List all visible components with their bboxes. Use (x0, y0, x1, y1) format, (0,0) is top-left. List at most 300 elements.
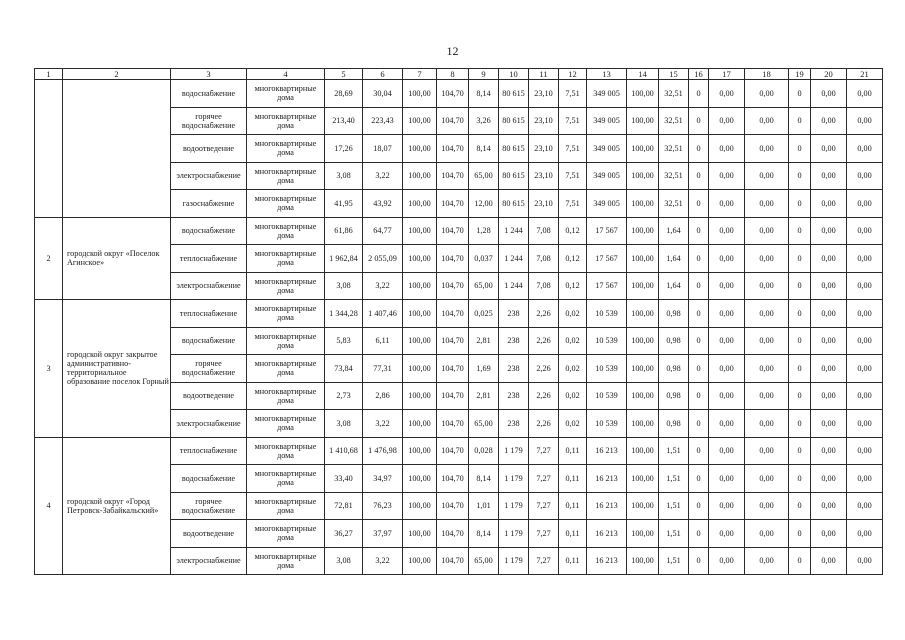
table-cell: 1 244 (499, 245, 529, 273)
table-cell: 0,00 (847, 80, 883, 108)
housing-type: многоквартирные дома (247, 410, 325, 438)
table-cell: 100,00 (627, 107, 659, 135)
table-cell: 238 (499, 300, 529, 328)
housing-type: многоквартирные дома (247, 272, 325, 300)
table-cell: 1,69 (469, 355, 499, 383)
table-cell: 0,00 (847, 382, 883, 410)
table-cell: 10 539 (587, 300, 627, 328)
table-cell: 104,70 (437, 300, 469, 328)
municipality-name: городской округ «Поселок Агинское» (63, 217, 171, 300)
table-cell: 104,70 (437, 162, 469, 190)
table-cell: 104,70 (437, 465, 469, 493)
table-cell: 104,70 (437, 80, 469, 108)
column-number: 18 (745, 69, 789, 80)
table-cell: 0,00 (709, 327, 745, 355)
table-cell: 0,00 (709, 135, 745, 163)
table-cell: 100,00 (403, 520, 437, 548)
column-number: 7 (403, 69, 437, 80)
table-cell: 100,00 (627, 80, 659, 108)
table-cell: 2,86 (363, 382, 403, 410)
service-type: электроснабжение (171, 162, 247, 190)
table-cell: 0 (789, 465, 811, 493)
table-cell: 80 615 (499, 190, 529, 218)
column-number: 21 (847, 69, 883, 80)
table-cell: 17 567 (587, 245, 627, 273)
table-cell: 0,00 (709, 272, 745, 300)
table-cell: 65,00 (469, 547, 499, 575)
table-cell: 104,70 (437, 520, 469, 548)
table-cell: 12,00 (469, 190, 499, 218)
table-cell: 100,00 (627, 327, 659, 355)
table-cell: 100,00 (403, 272, 437, 300)
housing-type: многоквартирные дома (247, 162, 325, 190)
table-cell: 0,98 (659, 382, 689, 410)
table-cell: 1 179 (499, 492, 529, 520)
municipality-name (63, 80, 171, 218)
table-cell: 100,00 (403, 355, 437, 383)
table-cell: 2,26 (529, 300, 559, 328)
service-type: водоснабжение (171, 327, 247, 355)
table-cell: 0 (689, 410, 709, 438)
table-cell: 238 (499, 410, 529, 438)
table-cell: 30,04 (363, 80, 403, 108)
housing-type: многоквартирные дома (247, 300, 325, 328)
table-cell: 2,73 (325, 382, 363, 410)
table-cell: 0 (689, 272, 709, 300)
table-cell: 32,51 (659, 190, 689, 218)
table-cell: 0 (789, 300, 811, 328)
table-cell: 0,00 (709, 492, 745, 520)
service-type: горячее водоснабжение (171, 107, 247, 135)
column-number: 15 (659, 69, 689, 80)
table-cell: 100,00 (627, 410, 659, 438)
table-cell: 0,00 (745, 382, 789, 410)
table-cell: 100,00 (627, 520, 659, 548)
table-cell: 100,00 (627, 217, 659, 245)
row-number (35, 80, 63, 218)
table-cell: 100,00 (403, 190, 437, 218)
table-cell: 104,70 (437, 437, 469, 465)
table-cell: 0 (689, 437, 709, 465)
service-type: теплоснабжение (171, 437, 247, 465)
service-type: водоснабжение (171, 465, 247, 493)
table-cell: 1,64 (659, 217, 689, 245)
table-cell: 2,81 (469, 382, 499, 410)
column-number: 2 (63, 69, 171, 80)
table-cell: 7,27 (529, 520, 559, 548)
table-cell: 41,95 (325, 190, 363, 218)
table-cell: 0 (789, 107, 811, 135)
column-number: 12 (559, 69, 587, 80)
table-cell: 0,00 (709, 190, 745, 218)
table-cell: 0 (789, 80, 811, 108)
table-cell: 32,51 (659, 135, 689, 163)
table-cell: 10 539 (587, 355, 627, 383)
table-cell: 0 (689, 162, 709, 190)
service-type: горячее водоснабжение (171, 492, 247, 520)
table-cell: 0 (789, 190, 811, 218)
table-cell: 7,27 (529, 492, 559, 520)
table-cell: 2,26 (529, 382, 559, 410)
table-cell: 100,00 (627, 437, 659, 465)
table-cell: 0,00 (745, 327, 789, 355)
table-cell: 0,02 (559, 410, 587, 438)
table-cell: 0,00 (709, 107, 745, 135)
table-cell: 0,00 (847, 437, 883, 465)
table-cell: 0,00 (709, 437, 745, 465)
table-cell: 104,70 (437, 327, 469, 355)
table-cell: 0 (789, 162, 811, 190)
table-cell: 1,64 (659, 245, 689, 273)
table-cell: 0,00 (847, 245, 883, 273)
table-cell: 100,00 (403, 382, 437, 410)
table-row (35, 300, 883, 328)
table-cell: 100,00 (403, 300, 437, 328)
table-cell: 0,00 (811, 437, 847, 465)
column-number: 3 (171, 69, 247, 80)
table-cell: 104,70 (437, 492, 469, 520)
table-cell: 0,00 (709, 355, 745, 383)
table-cell: 0,037 (469, 245, 499, 273)
table-cell: 3,08 (325, 162, 363, 190)
table-cell: 0,00 (847, 107, 883, 135)
table-cell: 1,51 (659, 520, 689, 548)
table-cell: 7,27 (529, 465, 559, 493)
table-cell: 16 213 (587, 520, 627, 548)
table-cell: 104,70 (437, 382, 469, 410)
column-number: 9 (469, 69, 499, 80)
table-cell: 100,00 (627, 355, 659, 383)
table-cell: 3,22 (363, 162, 403, 190)
table-cell: 104,70 (437, 355, 469, 383)
table-cell: 0 (789, 355, 811, 383)
table-cell: 36,27 (325, 520, 363, 548)
table-cell: 100,00 (627, 382, 659, 410)
table-cell: 7,51 (559, 80, 587, 108)
table-cell: 10 539 (587, 382, 627, 410)
table-cell: 100,00 (403, 162, 437, 190)
table-cell: 17,26 (325, 135, 363, 163)
table-cell: 76,23 (363, 492, 403, 520)
table-cell: 104,70 (437, 410, 469, 438)
table-cell: 0,00 (709, 162, 745, 190)
table-cell: 104,70 (437, 190, 469, 218)
table-cell: 72,81 (325, 492, 363, 520)
table-cell: 0,00 (847, 162, 883, 190)
table-cell: 0 (789, 547, 811, 575)
table-cell: 0,11 (559, 437, 587, 465)
table-cell: 0 (689, 107, 709, 135)
table-cell: 100,00 (403, 492, 437, 520)
table-cell: 0,00 (847, 327, 883, 355)
table-cell: 100,00 (403, 217, 437, 245)
table-cell: 0,00 (745, 547, 789, 575)
table-cell: 2,81 (469, 327, 499, 355)
table-cell: 223,43 (363, 107, 403, 135)
table-cell: 100,00 (403, 465, 437, 493)
table-cell: 0,11 (559, 520, 587, 548)
table-cell: 0,00 (811, 327, 847, 355)
table-cell: 0,00 (745, 217, 789, 245)
table-cell: 3,26 (469, 107, 499, 135)
table-cell: 0,00 (811, 382, 847, 410)
table-cell: 23,10 (529, 190, 559, 218)
table-cell: 0,00 (745, 465, 789, 493)
table-cell: 0 (689, 547, 709, 575)
table-cell: 104,70 (437, 217, 469, 245)
table-cell: 0,00 (709, 217, 745, 245)
table-cell: 0,00 (847, 355, 883, 383)
table-cell: 0,12 (559, 272, 587, 300)
table-cell: 1 344,28 (325, 300, 363, 328)
table-cell: 0,00 (709, 410, 745, 438)
table-cell: 0,00 (811, 162, 847, 190)
table-cell: 0 (689, 492, 709, 520)
table-cell: 100,00 (627, 465, 659, 493)
table-cell: 80 615 (499, 135, 529, 163)
table-cell: 10 539 (587, 410, 627, 438)
table-cell: 64,77 (363, 217, 403, 245)
table-cell: 349 005 (587, 107, 627, 135)
service-type: электроснабжение (171, 272, 247, 300)
table-cell: 0,00 (745, 245, 789, 273)
housing-type: многоквартирные дома (247, 107, 325, 135)
table-cell: 0,00 (745, 520, 789, 548)
table-cell: 32,51 (659, 80, 689, 108)
table-cell: 33,40 (325, 465, 363, 493)
table-cell: 0,00 (811, 190, 847, 218)
municipality-name: городской округ закрытое административно-территориальное образование поселок Горный (63, 300, 171, 438)
table-cell: 100,00 (403, 80, 437, 108)
table-cell: 1,51 (659, 547, 689, 575)
service-type: водоотведение (171, 135, 247, 163)
table-cell: 1 962,84 (325, 245, 363, 273)
table-cell: 100,00 (403, 107, 437, 135)
table-cell: 7,08 (529, 272, 559, 300)
table-cell: 0,00 (811, 520, 847, 548)
table-cell: 61,86 (325, 217, 363, 245)
table-cell: 0 (689, 80, 709, 108)
table-cell: 0 (789, 520, 811, 548)
housing-type: многоквартирные дома (247, 80, 325, 108)
service-type: электроснабжение (171, 547, 247, 575)
table-cell: 0 (689, 520, 709, 548)
table-cell: 213,40 (325, 107, 363, 135)
table-cell: 0,00 (811, 272, 847, 300)
table-cell: 0,00 (811, 355, 847, 383)
table-cell: 0 (689, 300, 709, 328)
table-cell: 100,00 (627, 190, 659, 218)
table-cell: 0,02 (559, 355, 587, 383)
table-cell: 0,00 (745, 272, 789, 300)
table-cell: 0,11 (559, 492, 587, 520)
table-cell: 0,00 (709, 80, 745, 108)
table-cell: 238 (499, 327, 529, 355)
table-cell: 3,22 (363, 547, 403, 575)
table-cell: 0 (689, 190, 709, 218)
column-number: 13 (587, 69, 627, 80)
housing-type: многоквартирные дома (247, 382, 325, 410)
housing-type: многоквартирные дома (247, 190, 325, 218)
table-cell: 8,14 (469, 135, 499, 163)
table-cell: 0,00 (847, 300, 883, 328)
table-cell: 0,025 (469, 300, 499, 328)
column-number: 5 (325, 69, 363, 80)
table-cell: 10 539 (587, 327, 627, 355)
table-cell: 0,00 (709, 465, 745, 493)
table-cell: 1 407,46 (363, 300, 403, 328)
table-cell: 0,00 (745, 437, 789, 465)
table-cell: 238 (499, 355, 529, 383)
table-cell: 37,97 (363, 520, 403, 548)
table-cell: 1,51 (659, 465, 689, 493)
table-cell: 23,10 (529, 135, 559, 163)
housing-type: многоквартирные дома (247, 547, 325, 575)
table-cell: 104,70 (437, 107, 469, 135)
table-cell: 3,08 (325, 547, 363, 575)
table-cell: 0,00 (811, 107, 847, 135)
table-cell: 100,00 (627, 162, 659, 190)
table-cell: 0,00 (745, 410, 789, 438)
table-cell: 1,28 (469, 217, 499, 245)
table-cell: 0,00 (745, 190, 789, 218)
column-number: 14 (627, 69, 659, 80)
table-cell: 2,26 (529, 327, 559, 355)
table-cell: 7,51 (559, 162, 587, 190)
service-type: водоотведение (171, 382, 247, 410)
data-table (34, 68, 883, 575)
service-type: водоснабжение (171, 217, 247, 245)
table-cell: 80 615 (499, 162, 529, 190)
table-cell: 0,00 (847, 465, 883, 493)
table-cell: 1 410,68 (325, 437, 363, 465)
table-cell: 0,11 (559, 465, 587, 493)
table-cell: 0 (689, 245, 709, 273)
table-cell: 0,00 (745, 135, 789, 163)
table-cell: 0 (689, 217, 709, 245)
table-cell: 17 567 (587, 272, 627, 300)
table-cell: 1,51 (659, 492, 689, 520)
table-cell: 34,97 (363, 465, 403, 493)
row-number: 3 (35, 300, 63, 438)
table-cell: 100,00 (627, 547, 659, 575)
table-cell: 3,08 (325, 272, 363, 300)
table-cell: 2 055,09 (363, 245, 403, 273)
service-type: теплоснабжение (171, 300, 247, 328)
table-cell: 0,00 (745, 107, 789, 135)
table-cell: 1 179 (499, 547, 529, 575)
table-cell: 7,27 (529, 437, 559, 465)
table-cell: 0,98 (659, 327, 689, 355)
table-cell: 0,00 (811, 300, 847, 328)
table-cell: 104,70 (437, 245, 469, 273)
table-cell: 0,98 (659, 300, 689, 328)
table-cell: 1 244 (499, 272, 529, 300)
table-cell: 65,00 (469, 410, 499, 438)
table-cell: 6,11 (363, 327, 403, 355)
table-cell: 80 615 (499, 80, 529, 108)
table-cell: 23,10 (529, 162, 559, 190)
table-cell: 77,31 (363, 355, 403, 383)
table-cell: 0,00 (811, 245, 847, 273)
table-cell: 7,08 (529, 217, 559, 245)
table-cell: 0 (689, 382, 709, 410)
table-cell: 0,00 (811, 410, 847, 438)
table-cell: 1 179 (499, 437, 529, 465)
table-cell: 0 (689, 465, 709, 493)
column-number: 11 (529, 69, 559, 80)
table-cell: 100,00 (627, 300, 659, 328)
table-cell: 16 213 (587, 465, 627, 493)
column-number: 6 (363, 69, 403, 80)
service-type: теплоснабжение (171, 245, 247, 273)
table-cell: 0,02 (559, 382, 587, 410)
table-cell: 0,00 (847, 492, 883, 520)
table-cell: 104,70 (437, 272, 469, 300)
housing-type: многоквартирные дома (247, 327, 325, 355)
table-cell: 18,07 (363, 135, 403, 163)
table-cell: 0,00 (745, 162, 789, 190)
housing-type: многоквартирные дома (247, 217, 325, 245)
table-cell: 2,26 (529, 410, 559, 438)
table-cell: 65,00 (469, 272, 499, 300)
municipality-name: городской округ «Город Петровск-Забайкальский» (63, 437, 171, 575)
table-cell: 100,00 (403, 245, 437, 273)
table-cell: 100,00 (403, 135, 437, 163)
table-cell: 0 (789, 437, 811, 465)
table-cell: 0,00 (745, 492, 789, 520)
table-cell: 1,01 (469, 492, 499, 520)
table-cell: 0 (789, 492, 811, 520)
table-cell: 100,00 (627, 245, 659, 273)
table-cell: 0,02 (559, 327, 587, 355)
table-cell: 0 (789, 135, 811, 163)
row-number: 2 (35, 217, 63, 300)
table-row (35, 217, 883, 245)
table-cell: 16 213 (587, 437, 627, 465)
table-cell: 0,98 (659, 355, 689, 383)
table-cell: 7,27 (529, 547, 559, 575)
table-cell: 0,98 (659, 410, 689, 438)
service-type: электроснабжение (171, 410, 247, 438)
table-cell: 3,22 (363, 410, 403, 438)
service-type: газоснабжение (171, 190, 247, 218)
table-cell: 0,00 (847, 217, 883, 245)
table-cell: 0 (789, 327, 811, 355)
column-number: 8 (437, 69, 469, 80)
service-type: водоотведение (171, 520, 247, 548)
table-cell: 8,14 (469, 520, 499, 548)
service-type: горячее водоснабжение (171, 355, 247, 383)
table-cell: 100,00 (627, 272, 659, 300)
column-number: 17 (709, 69, 745, 80)
table-cell: 7,51 (559, 135, 587, 163)
table-cell: 32,51 (659, 162, 689, 190)
table-cell: 0,00 (709, 245, 745, 273)
table-cell: 349 005 (587, 190, 627, 218)
table-cell: 0 (789, 382, 811, 410)
table-cell: 0,00 (811, 217, 847, 245)
table-cell: 0,00 (847, 547, 883, 575)
table-cell: 1,64 (659, 272, 689, 300)
table-cell: 1,51 (659, 437, 689, 465)
table-cell: 0,00 (745, 300, 789, 328)
column-number: 16 (689, 69, 709, 80)
table-cell: 0 (689, 355, 709, 383)
table-cell: 1 179 (499, 520, 529, 548)
table-cell: 349 005 (587, 135, 627, 163)
table-cell: 0 (789, 410, 811, 438)
